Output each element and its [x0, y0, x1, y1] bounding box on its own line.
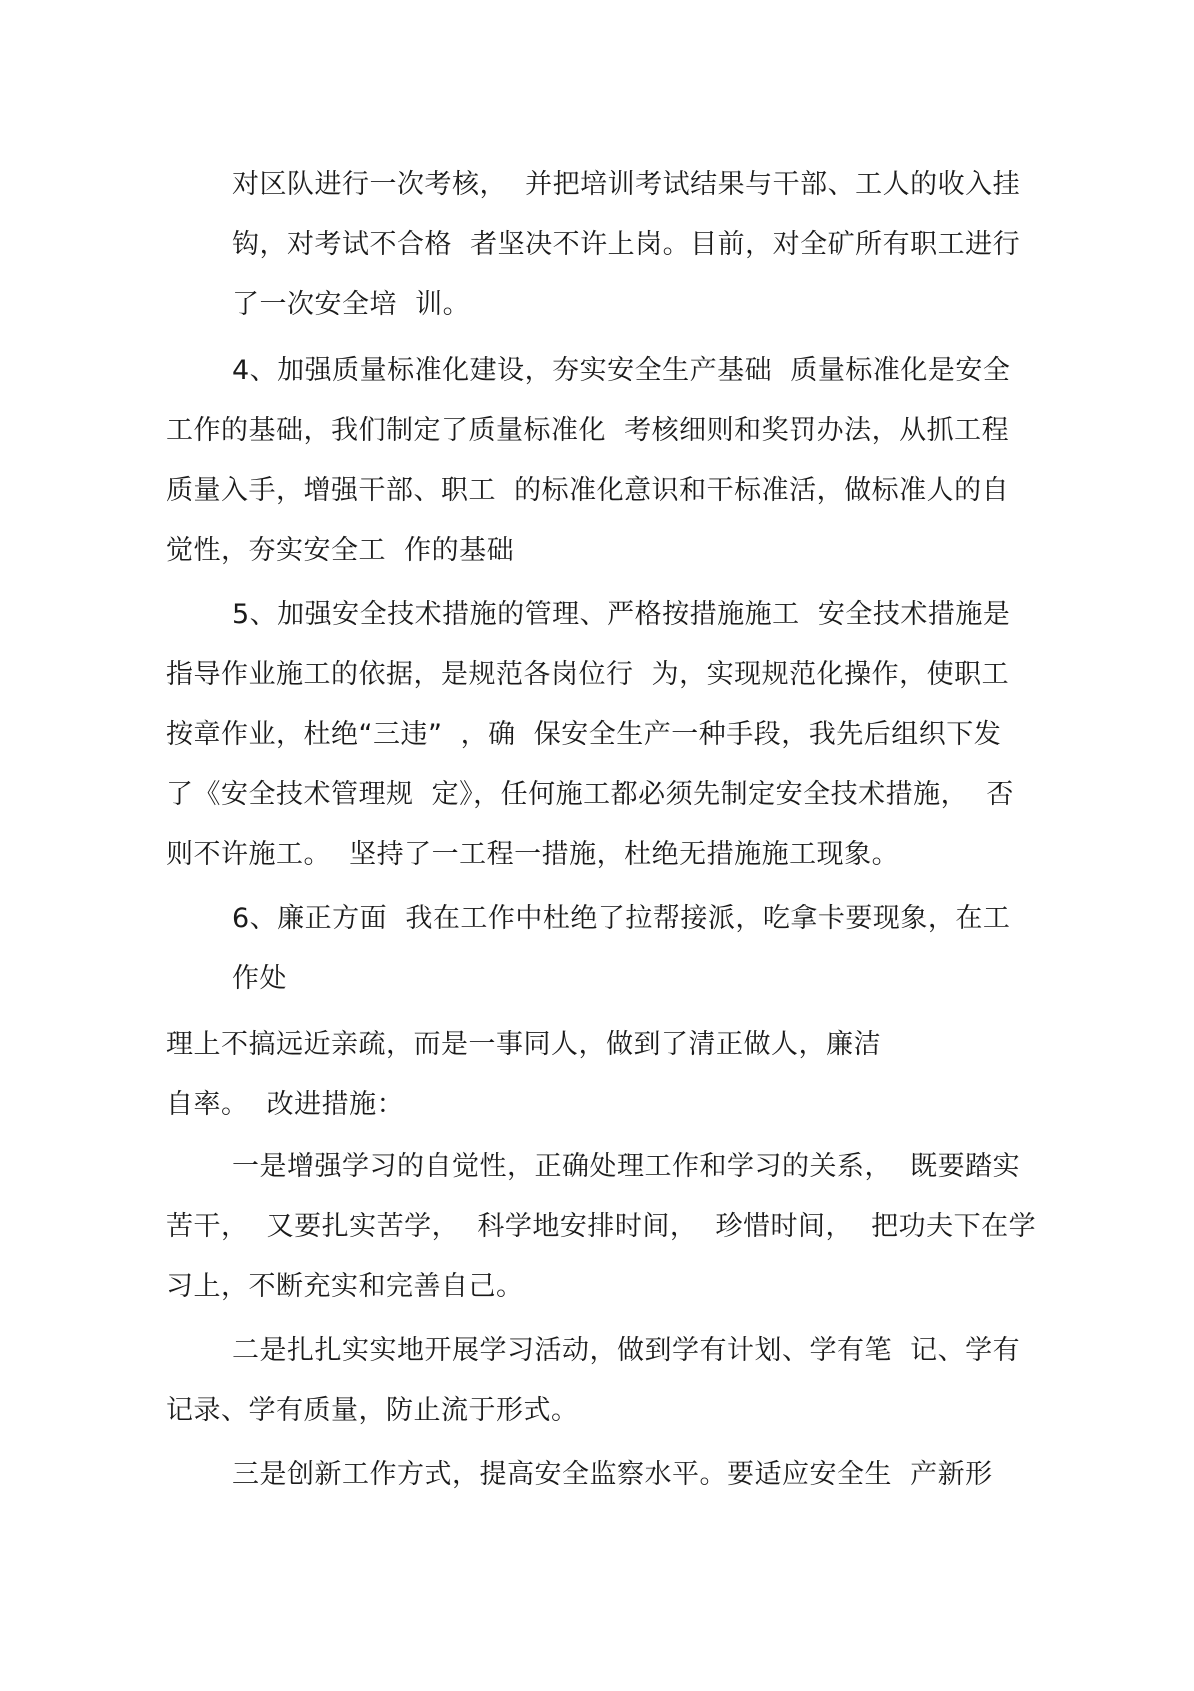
text-line: 习上，不断充实和完善自己。	[166, 1271, 524, 1302]
text-line: 一是增强学习的自觉性，正确处理工作和学习的关系， 既要踏实	[232, 1151, 1021, 1182]
text-line: 了《安全技术管理规 定》，任何施工都必须先制定安全技术措施， 否	[166, 779, 1014, 810]
text-line: 觉性，夯实安全工 作的基础	[166, 535, 515, 566]
text-line: 4、加强质量标准化建设，夯实安全生产基础 质量标准化是安全	[232, 355, 1011, 386]
text-line: 指导作业施工的依据，是规范各岗位行 为，实现规范化操作，使职工	[166, 659, 1010, 690]
text-line: 则不许施工。 坚持了一工程一措施，杜绝无措施施工现象。	[166, 839, 900, 870]
text-line: 工作的基础，我们制定了质量标准化 考核细则和奖罚办法，从抓工程	[166, 415, 1010, 446]
text-line: 6、廉正方面 我在工作中杜绝了拉帮接派，吃拿卡要现象，在工	[232, 903, 1011, 934]
text-line: 理上不搞远近亲疏，而是一事同人，做到了清正做人，廉洁	[166, 1029, 881, 1060]
text-line: 质量入手，增强干部、职工 的标准化意识和干标准活，做标准人的自	[166, 475, 1010, 506]
text-line: 了一次安全培 训。	[232, 289, 471, 320]
text-line: 记录、学有质量，防止流于形式。	[166, 1395, 579, 1426]
text-line: 钩，对考试不合格 者坚决不许上岗。目前，对全矿所有职工进行	[232, 229, 1021, 260]
text-line: 自率。 改进措施：	[166, 1089, 405, 1120]
text-line: 二是扎扎实实地开展学习活动，做到学有计划、学有笔 记、学有	[232, 1335, 1021, 1366]
text-line: 对区队进行一次考核， 并把培训考试结果与干部、工人的收入挂	[232, 169, 1021, 200]
text-line: 三是创新工作方式，提高安全监察水平。要适应安全生 产新形	[232, 1459, 993, 1490]
text-line: 5、加强安全技术措施的管理、严格按措施施工 安全技术措施是	[232, 599, 1011, 630]
text-line: 苦干， 又要扎实苦学， 科学地安排时间， 珍惜时间， 把功夫下在学	[166, 1211, 1037, 1242]
text-line: 作处	[232, 963, 287, 994]
text-line: 按章作业，杜绝“三违” ，确 保安全生产一种手段，我先后组织下发	[166, 719, 1002, 750]
